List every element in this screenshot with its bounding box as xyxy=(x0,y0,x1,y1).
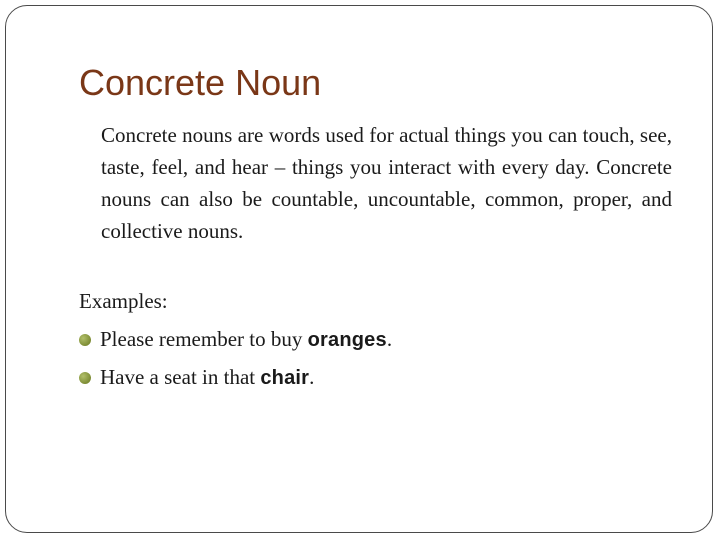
example-text: Please remember to buy xyxy=(100,327,308,351)
examples-label: Examples: xyxy=(79,289,168,313)
definition-paragraph: Concrete nouns are words used for actual things you can touch, see, taste, feel, and hear – things you interact with every day. Concrete nouns can also be countable, uncountable, common, proper, and collective nouns. xyxy=(101,123,672,243)
example-item xyxy=(79,362,314,393)
example-suffix: . xyxy=(309,365,315,389)
example-suffix: . xyxy=(386,327,393,351)
example-item xyxy=(79,324,392,355)
bullet-dot-icon xyxy=(79,372,91,384)
example-highlight-word: chair xyxy=(260,367,310,389)
example-text: Have a seat in that xyxy=(100,365,261,389)
bullet-dot-icon xyxy=(79,334,91,346)
slide-title: Concrete Noun xyxy=(79,62,322,103)
example-highlight-word: oranges xyxy=(307,329,387,351)
